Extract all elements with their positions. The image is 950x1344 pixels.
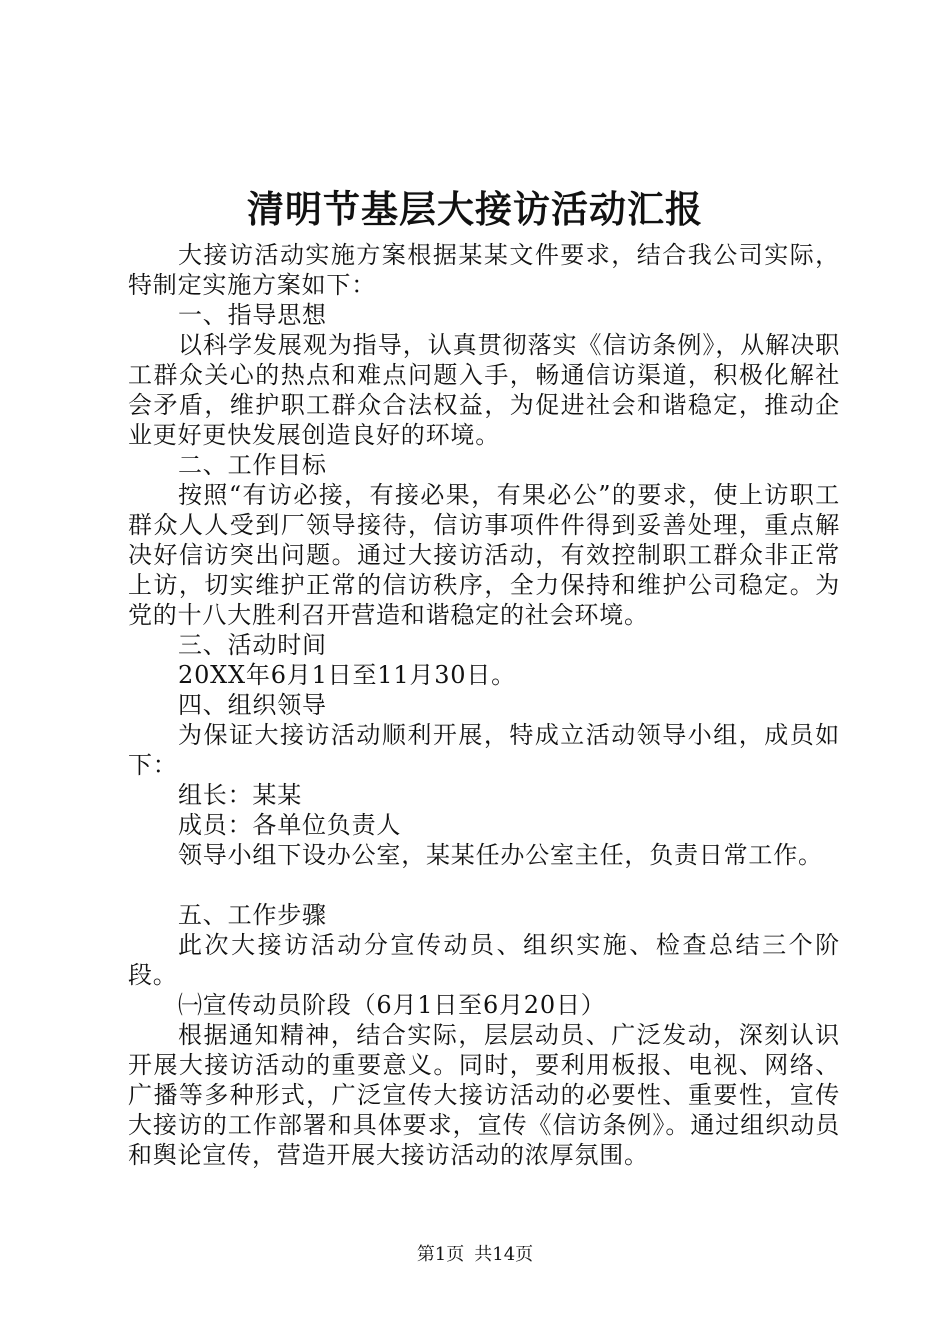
blank-line xyxy=(128,870,840,900)
section-heading-work-goals: 二、工作目标 xyxy=(178,451,327,479)
section-heading-activity-time: 三、活动时间 xyxy=(178,631,327,659)
organization-paragraph: 为保证大接访活动顺利开展，特成立活动领导小组，成员如下： xyxy=(128,721,840,779)
activity-time-paragraph: 20XX年6月1日至11月30日。 xyxy=(178,661,516,689)
document-body xyxy=(128,240,840,1170)
intro-paragraph: 大接访活动实施方案根据某某文件要求，结合我公司实际，特制定实施方案如下： xyxy=(128,241,840,299)
section-heading-work-steps: 五、工作步骤 xyxy=(178,901,327,929)
section-heading-organization: 四、组织领导 xyxy=(178,691,327,719)
phase-one-paragraph: 根据通知精神，结合实际，层层动员、广泛发动，深刻认识开展大接访活动的重要意义。同时，要利用板报、电视、网络、广播等多种形式，广泛宣传大接访活动的必要性、重要性，宣传大接访的工作部署和具体要求，宣传《信访条例》。通过组织动员和舆论宣传，营造开展大接访活动的浓厚氛围。 xyxy=(128,1021,840,1169)
document-title: 清明节基层大接访活动汇报 xyxy=(247,187,703,231)
office-paragraph: 领导小组下设办公室，某某任办公室主任，负责日常工作。 xyxy=(178,841,823,869)
guiding-thought-paragraph: 以科学发展观为指导，认真贯彻落实《信访条例》，从解决职工群众关心的热点和难点问题入手，畅通信访渠道，积极化解社会矛盾，维护职工群众合法权益，为促进社会和谐稳定，推动企业更好更快发展创造良好的环境。 xyxy=(128,331,840,449)
section-heading-guiding-thought: 一、指导思想 xyxy=(178,301,327,329)
page-total: 共14页 xyxy=(474,1244,534,1265)
group-members-line: 成员：各单位负责人 xyxy=(178,811,402,839)
page-number: 第1页 xyxy=(416,1244,465,1265)
phase-one-heading: ㈠宣传动员阶段（6月1日至6月20日） xyxy=(178,991,606,1019)
work-goals-paragraph: 按照“有访必接，有接必果，有果必公”的要求，使上访职工群众人人受到厂领导接待，信访事项件件得到妥善处理，重点解决好信访突出问题。通过大接访活动，有效控制职工群众非正常上访，切实维护正常的信访秩序，全力保持和维护公司稳定。为党的十八大胜利召开营造和谐稳定的社会环境。 xyxy=(128,481,840,629)
group-leader-line: 组长：某某 xyxy=(178,781,302,809)
page-footer xyxy=(0,1243,950,1267)
work-steps-paragraph: 此次大接访活动分宣传动员、组织实施、检查总结三个阶段。 xyxy=(128,931,840,989)
